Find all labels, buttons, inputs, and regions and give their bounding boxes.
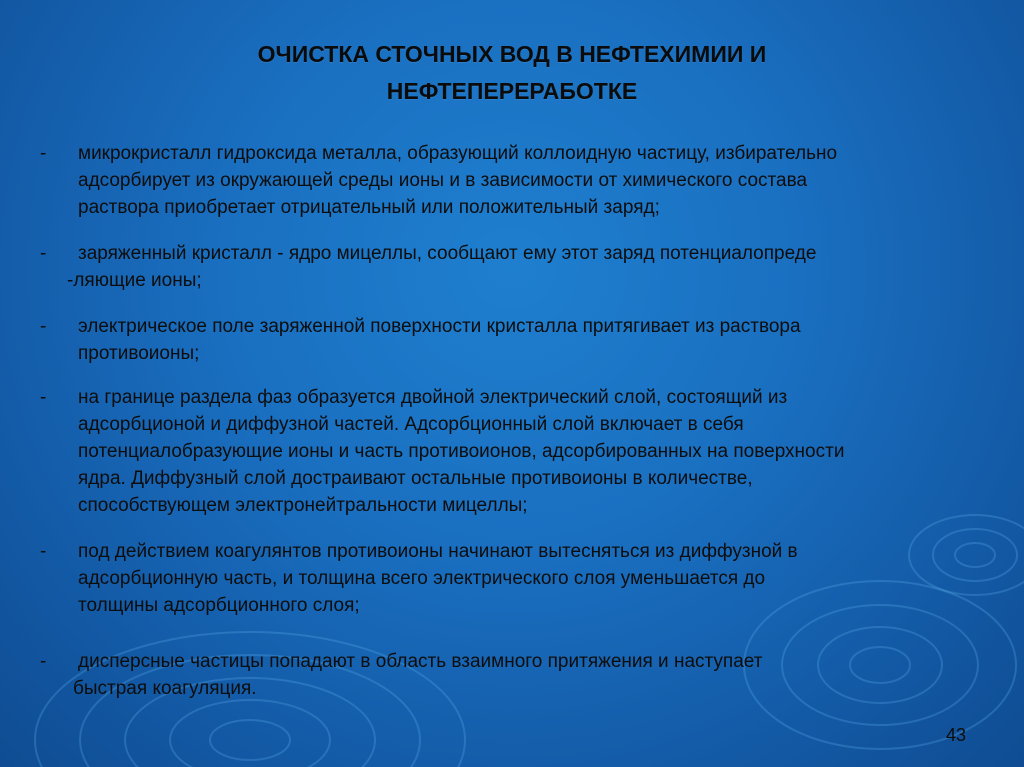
bullet-4-line-3: потенциалобразующие ионы и часть противоионов, адсорбированных на поверхности [78, 441, 845, 462]
bullet-4-line-5: способствующем электронейтральности мицеллы; [78, 495, 528, 516]
bullet-3-line-1: электрическое поле заряженной поверхности кристалла притягивает из раствора [78, 316, 801, 337]
slide-title-line-1: ОЧИСТКА СТОЧНЫХ ВОД В НЕФТЕХИМИИ И [257, 41, 767, 67]
bullet-item-3 [40, 313, 1000, 367]
page-number: 43 [945, 725, 966, 745]
bullet-3-line-2: противоионы; [78, 343, 200, 364]
bullet-4-line-1: на границе раздела фаз образуется двойной электрический слой, состоящий из [78, 387, 788, 408]
bullet-5-line-1: под действием коагулянтов противоионы начинают вытесняться из диффузной в [78, 541, 798, 562]
bullet-item-2 [40, 240, 1000, 294]
bullet-item-5 [40, 538, 1000, 619]
bullet-marker: - [40, 387, 47, 408]
slide-title [0, 36, 1024, 110]
bullet-marker: - [40, 143, 47, 164]
bullet-marker: - [40, 651, 47, 672]
bullet-marker: - [40, 541, 47, 562]
bullet-item-1 [40, 140, 1000, 221]
bullet-marker: - [40, 316, 47, 337]
bullet-1-line-3: раствора приобретает отрицательный или положительный заряд; [78, 197, 660, 218]
bullet-marker: - [40, 243, 47, 264]
bullet-item-6 [40, 648, 1000, 702]
bullet-5-line-2: адсорбционную часть, и толщина всего электрического слоя уменьшается до [78, 568, 766, 589]
bullet-4-line-2: адсорбционой и диффузной частей. Адсорбционный слой включает в себя [78, 414, 744, 435]
bullet-6-line-1: дисперсные частицы попадают в область взаимного притяжения и наступает [78, 651, 763, 672]
bullet-1-line-1: микрокристалл гидроксида металла, образующий коллоидную частицу, избирательно [78, 143, 838, 164]
bullet-1-line-2: адсорбирует из окружающей среды ионы и в зависимости от химического состава [78, 170, 808, 191]
bullet-4-line-4: ядра. Диффузный слой достраивают остальные противоионы в количестве, [78, 468, 753, 489]
bullet-5-line-3: толщины адсорбционного слоя; [78, 595, 360, 616]
bullet-item-4 [40, 384, 1000, 519]
bullet-6-line-2: быстрая коагуляция. [73, 678, 257, 699]
bullet-2-line-2: -ляющие ионы; [67, 270, 202, 291]
bullet-2-line-1: заряженный кристалл - ядро мицеллы, сообщают ему этот заряд потенциалопреде [78, 243, 817, 264]
slide-title-line-2: НЕФТЕПЕРЕРАБОТКЕ [386, 78, 638, 104]
